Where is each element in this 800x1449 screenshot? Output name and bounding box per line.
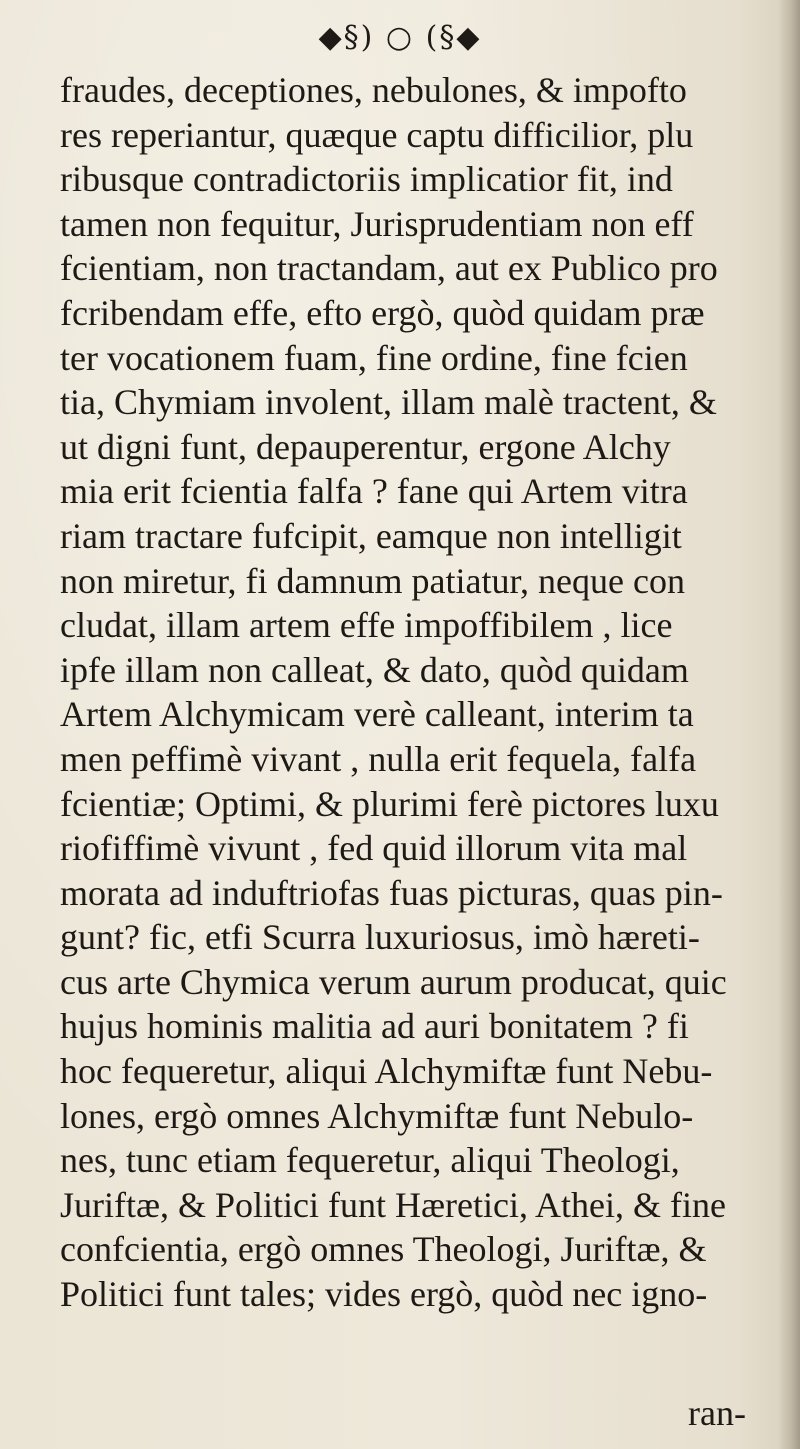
text-line: ut digni funt, depauperentur, ergone Alchy [60, 426, 671, 467]
text-line: ribusque contradictoriis implicatior fit, ind [60, 159, 673, 200]
text-line: hujus hominis malitia ad auri bonitatem ? fi [60, 1006, 689, 1047]
text-line: Politici funt tales; vides ergò, quòd nec igno- [60, 1274, 708, 1315]
text-line: fraudes, deceptiones, nebulones, & impofto [60, 70, 687, 110]
text-line: fcribendam effe, efto ergò, quòd quidam præ [60, 292, 705, 333]
text-line: confcientia, ergò omnes Theologi, Juriftæ, & [60, 1229, 707, 1270]
text-line: men peffimè vivant , nulla erit fequela, falfa [60, 738, 697, 779]
text-line: hoc fequeretur, aliqui Alchymiftæ funt Nebu- [60, 1051, 713, 1092]
text-line: non miretur, fi damnum patiatur, neque con [60, 560, 685, 601]
text-line: fcientiæ; Optimi, & plurimi ferè pictores luxu [60, 783, 719, 824]
page-gutter-shadow [778, 0, 800, 1449]
text-line: mia erit fcientia falfa ? fane qui Artem vitra [60, 471, 688, 512]
text-line: fcientiam, non tractandam, aut ex Publico pro [60, 248, 718, 289]
text-line: morata ad induftriofas fuas picturas, quas pin- [60, 872, 723, 913]
text-line: cus arte Chymica verum aurum producat, quic [60, 961, 727, 1002]
catchword: ran- [688, 1393, 746, 1433]
text-line: riam tractare fufcipit, eamque non intelligit [60, 515, 682, 556]
text-line: ter vocationem fuam, fine ordine, fine fcien [60, 337, 688, 378]
text-line: cludat, illam artem effe impoffibilem , lice [60, 605, 673, 646]
text-line: gunt? fic, etfi Scurra luxuriosus, imò hæreti- [60, 917, 700, 958]
text-line: tamen non fequitur, Jurisprudentiam non eff [60, 203, 694, 244]
text-line: ipfe illam non calleat, & dato, quòd quidam [60, 649, 689, 690]
text-line: nes, tunc etiam fequeretur, aliqui Theologi, [60, 1140, 680, 1181]
text-line: lones, ergò omnes Alchymiftæ funt Nebulo- [60, 1095, 694, 1136]
text-line: res reperiantur, quæque captu difficilior, plu [60, 114, 694, 155]
body-text [60, 68, 780, 1317]
text-line: Artem Alchymicam verè calleant, interim ta [60, 694, 694, 735]
page-header-ornament: ◆§) ○ (§◆ [318, 20, 482, 55]
text-line: Juriftæ, & Politici funt Hæretici, Athei, & fine [60, 1184, 726, 1225]
text-line: riofiffimè vivunt , fed quid illorum vita mal [60, 828, 688, 869]
text-line: tia, Chymiam involent, illam malè tractent, & [60, 382, 717, 423]
